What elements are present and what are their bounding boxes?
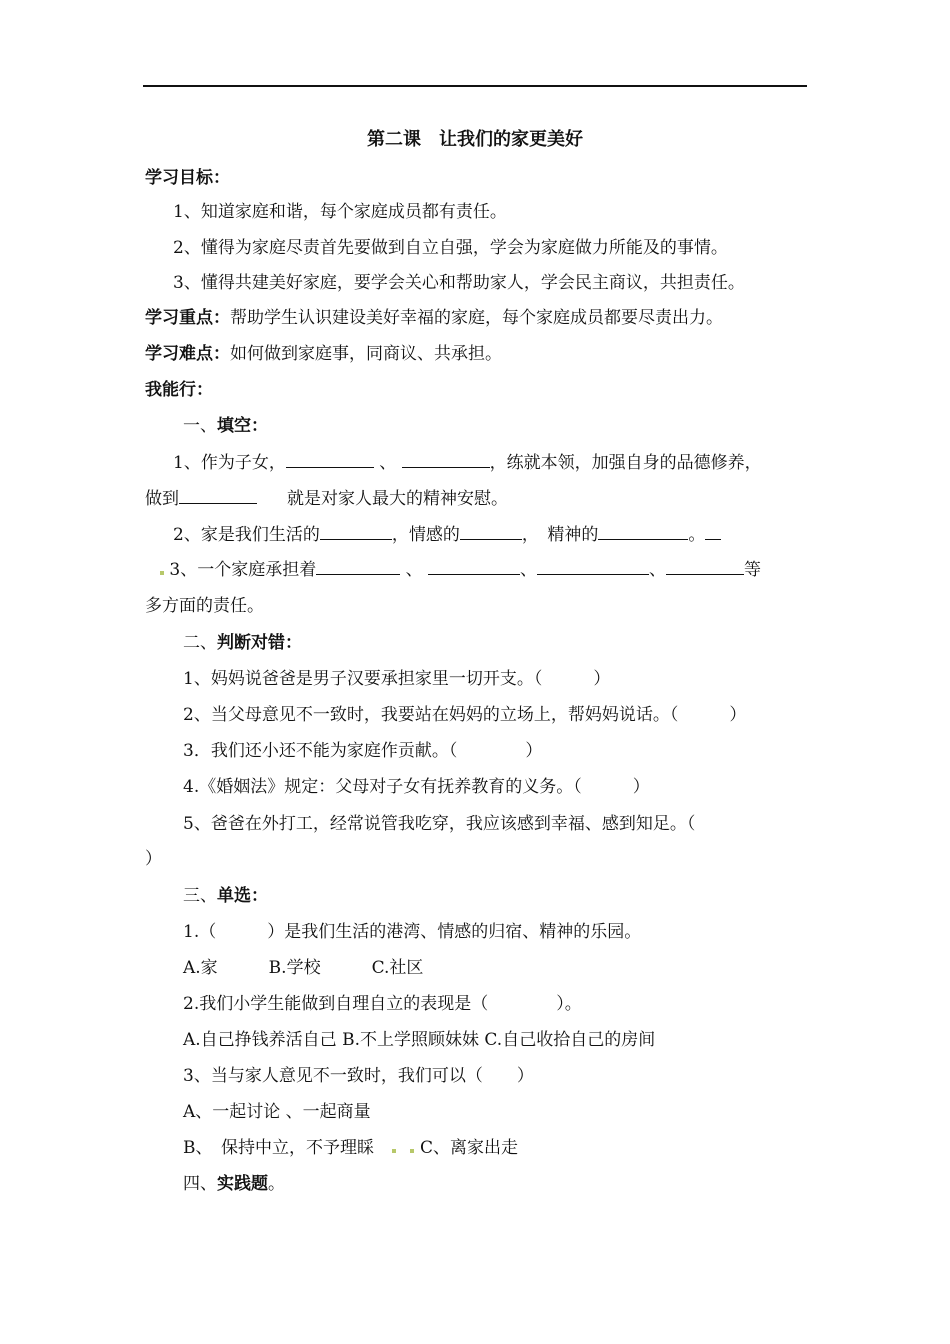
key-point-text: 帮助学生认识建设美好幸福的家庭，每个家庭成员都要尽责出力。 (230, 308, 723, 328)
judge-item: 5、爸爸在外打工，经常说管我吃穿，我应该感到幸福、感到知足。（ (183, 814, 696, 834)
judge-heading-num: 二、 (183, 633, 217, 653)
fill-q1-text-a: 1、作为子女， (173, 453, 286, 473)
fill-blank[interactable] (286, 451, 374, 468)
practice-heading-suffix: 。 (268, 1174, 285, 1194)
fill-blank[interactable] (666, 558, 744, 575)
fill-q2-text-a: 2、家是我们生活的 (173, 525, 320, 545)
fill-blank[interactable] (537, 558, 649, 575)
page-title: 第二课 让我们的家更美好 (367, 129, 583, 150)
fill-q1-text-b: ，练就本领，加强自身的品德修养， (489, 453, 762, 473)
choice-options: A.自己挣钱养活自己 B.不上学照顾妹妹 C.自己收拾自己的房间 (183, 1030, 656, 1050)
fill-q3-sep: 、 (520, 560, 538, 580)
fill-q3-sep: 、 (405, 560, 423, 580)
fill-blank[interactable] (460, 523, 522, 540)
judge-heading-text: 判断对错： (217, 633, 302, 653)
fill-blank[interactable] (179, 487, 257, 504)
difficulty-text: 如何做到家庭事，同商议、共承担。 (230, 344, 502, 364)
fill-q2-text-c: ， 精神的 (521, 525, 599, 545)
practice-heading (183, 1173, 285, 1195)
fill-blank[interactable] (316, 558, 400, 575)
marker-dot (160, 571, 164, 575)
fill-blank[interactable] (428, 558, 520, 575)
choice-options (183, 1137, 518, 1159)
objective-item: 2、懂得为家庭尽责首先要做到自立自强，学会为家庭做力所能及的事情。 (173, 238, 728, 258)
fill-blank[interactable] (402, 451, 490, 468)
fill-q3-text-a: 3、一个家庭承担着 (169, 560, 317, 580)
fill-q2-text-d: 。 (688, 525, 706, 545)
choice-option-b: B、 保持中立，不予理睬 (183, 1138, 374, 1158)
choice-question: 1.（ ）是我们生活的港湾、情感的归宿、精神的乐园。 (183, 922, 642, 942)
fill-blank[interactable] (598, 523, 688, 540)
fill-blank[interactable] (320, 523, 392, 540)
fill-q1-text-d: 就是对家人最大的精神安慰。 (287, 489, 508, 509)
fill-q2 (173, 523, 721, 546)
judge-item: 4.《婚姻法》规定：父母对子女有抚养教育的义务。（ ） (183, 777, 650, 797)
fill-q1-cont (145, 487, 508, 510)
judge-item: 2、当父母意见不一致时，我要站在妈妈的立场上，帮妈妈说话。（ ） (183, 705, 747, 725)
judge-item: 1、妈妈说爸爸是男子汉要承担家里一切开支。（ ） (183, 669, 611, 689)
objective-item: 1、知道家庭和谐，每个家庭成员都有责任。 (173, 202, 507, 222)
choice-option-c: C、离家出走 (420, 1138, 519, 1158)
choice-question: 2.我们小学生能做到自理自立的表现是（ ）。 (183, 994, 582, 1014)
choice-heading (183, 885, 268, 907)
fill-q1-text-c: 做到 (145, 489, 179, 509)
choice-question: 3、当与家人意见不一致时，我们可以（ ） (183, 1066, 534, 1086)
judge-heading (183, 632, 302, 654)
fill-heading-num: 一、 (183, 416, 217, 436)
key-point (145, 307, 723, 329)
key-point-label: 学习重点： (145, 308, 230, 328)
fill-q3-text-b: 等 (744, 560, 762, 580)
difficulty (145, 343, 502, 365)
judge-item-cont: ） (145, 849, 162, 869)
choice-option: A、一起讨论 、一起商量 (183, 1102, 371, 1122)
objectives-heading: 学习目标： (145, 168, 230, 188)
fill-heading-text: 填空： (217, 416, 268, 436)
difficulty-label: 学习难点： (145, 344, 230, 364)
fill-q3-sep: 、 (649, 560, 667, 580)
practice-heading-num: 四、 (183, 1174, 217, 1194)
fill-q3 (160, 558, 761, 581)
i-can-heading: 我能行： (145, 380, 213, 400)
marker-dot (392, 1149, 396, 1153)
fill-q2-text-b: ，情感的 (391, 525, 460, 545)
fill-q1-sep: 、 (379, 453, 397, 473)
choice-heading-text: 单选： (217, 886, 268, 906)
choice-options: A.家 B.学校 C.社区 (183, 958, 424, 978)
objective-item: 3、懂得共建美好家庭，要学会关心和帮助家人，学会民主商议，共担责任。 (173, 273, 745, 293)
practice-heading-text: 实践题 (217, 1174, 268, 1194)
judge-item: 3．我们还小还不能为家庭作贡献。（ ） (183, 741, 543, 761)
fill-q3-cont: 多方面的责任。 (145, 596, 264, 616)
header-rule (143, 85, 807, 87)
marker-dot (410, 1149, 414, 1153)
fill-heading (183, 415, 268, 437)
fill-q1 (173, 451, 762, 474)
choice-heading-num: 三、 (183, 886, 217, 906)
fill-blank[interactable] (705, 523, 721, 540)
